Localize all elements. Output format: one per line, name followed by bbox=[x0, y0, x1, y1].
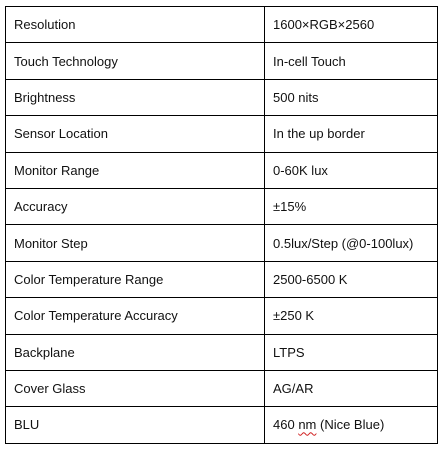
spellcheck-marked-word: nm bbox=[298, 417, 317, 433]
spec-value-sensor-location: In the up border bbox=[265, 116, 438, 152]
spec-value-color-temperature-range: 2500-6500 K bbox=[265, 261, 438, 297]
spec-value-blu-suffix: (Nice Blue) bbox=[316, 417, 385, 433]
table-row bbox=[6, 334, 438, 370]
spec-label-color-temperature-range: Color Temperature Range bbox=[6, 261, 265, 297]
table-row bbox=[6, 7, 438, 43]
spec-value-blu bbox=[265, 407, 438, 443]
table-row bbox=[6, 152, 438, 188]
spec-value-resolution: 1600×RGB×2560 bbox=[265, 7, 438, 43]
spec-label-sensor-location: Sensor Location bbox=[6, 116, 265, 152]
spec-label-color-temperature-accuracy: Color Temperature Accuracy bbox=[6, 298, 265, 334]
spec-label-accuracy: Accuracy bbox=[6, 188, 265, 224]
table-row bbox=[6, 79, 438, 115]
spec-value-brightness: 500 nits bbox=[265, 79, 438, 115]
table-row bbox=[6, 188, 438, 224]
spec-value-blu-prefix: 460 bbox=[273, 417, 299, 433]
table-row bbox=[6, 407, 438, 443]
spec-label-cover-glass: Cover Glass bbox=[6, 370, 265, 406]
spec-label-monitor-range: Monitor Range bbox=[6, 152, 265, 188]
table-row bbox=[6, 261, 438, 297]
spec-table bbox=[5, 6, 438, 444]
table-row bbox=[6, 225, 438, 261]
spec-label-blu: BLU bbox=[6, 407, 265, 443]
table-row bbox=[6, 116, 438, 152]
spec-label-monitor-step: Monitor Step bbox=[6, 225, 265, 261]
spec-value-touch-technology: In-cell Touch bbox=[265, 43, 438, 79]
spec-value-backplane: LTPS bbox=[265, 334, 438, 370]
spec-value-accuracy: ±15% bbox=[265, 188, 438, 224]
table-row bbox=[6, 370, 438, 406]
spec-label-touch-technology: Touch Technology bbox=[6, 43, 265, 79]
spec-value-monitor-step: 0.5lux/Step (@0-100lux) bbox=[265, 225, 438, 261]
table-row bbox=[6, 298, 438, 334]
spec-label-backplane: Backplane bbox=[6, 334, 265, 370]
table-row bbox=[6, 43, 438, 79]
spec-label-resolution: Resolution bbox=[6, 7, 265, 43]
spec-value-cover-glass: AG/AR bbox=[265, 370, 438, 406]
spec-value-color-temperature-accuracy: ±250 K bbox=[265, 298, 438, 334]
spec-label-brightness: Brightness bbox=[6, 79, 265, 115]
spec-value-monitor-range: 0-60K lux bbox=[265, 152, 438, 188]
